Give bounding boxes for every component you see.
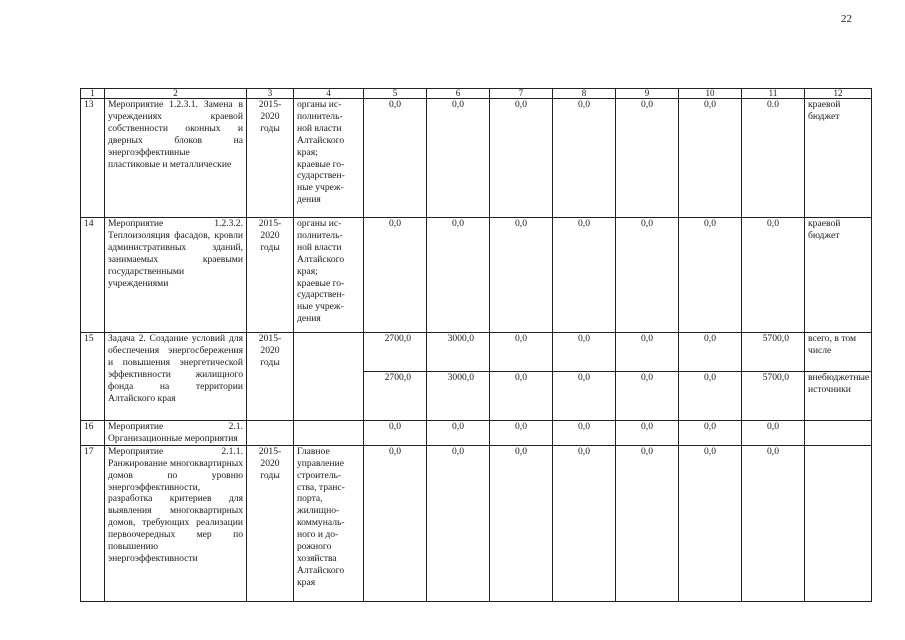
value-cell: 0,0 bbox=[490, 445, 553, 601]
executor-cell bbox=[294, 333, 364, 421]
column-number: 11 bbox=[742, 89, 805, 99]
value-cell: 3000,0 bbox=[427, 372, 490, 421]
implementation-years: 2015-2020 годы bbox=[247, 218, 294, 333]
value-cell: 0,0 bbox=[490, 218, 553, 333]
value-cell: 0,0 bbox=[427, 218, 490, 333]
value-cell: 0,0 bbox=[427, 99, 490, 218]
executor-line: коммуналь- bbox=[297, 517, 345, 529]
value-cell: 0,0 bbox=[679, 421, 742, 446]
value-cell: 0,0 bbox=[616, 372, 679, 421]
value-cell: 0,0 bbox=[427, 421, 490, 446]
column-number: 10 bbox=[679, 89, 742, 99]
executor-line: полнитель- bbox=[297, 110, 343, 122]
executor-line: Алтайского bbox=[297, 564, 345, 576]
value-cell: 0,0 bbox=[616, 445, 679, 601]
value-cell: 0,0 bbox=[553, 372, 616, 421]
executor-line: дения bbox=[297, 313, 321, 325]
page-number: 22 bbox=[841, 13, 852, 25]
executor-line: органы ис- bbox=[297, 218, 342, 229]
activity-name: Задача 2. Создание условий для обеспечения энергосбережения и повышения энергетической эффективности жилищного фонда на территории Алтайского края bbox=[105, 333, 247, 421]
funding-source: краевой бюджет bbox=[805, 99, 872, 218]
executor-line: ной власти bbox=[297, 122, 342, 134]
table-row bbox=[81, 333, 872, 372]
column-number: 1 bbox=[81, 89, 105, 99]
column-number: 5 bbox=[364, 89, 427, 99]
executor-line: края bbox=[297, 576, 316, 588]
funding-source: всего, в том числе bbox=[805, 333, 872, 372]
activity-name: Мероприятие 2.1. Организационные мероприятия bbox=[105, 421, 247, 446]
executor-line: жилищно- bbox=[297, 505, 340, 517]
value-cell: 0,0 bbox=[364, 421, 427, 446]
row-number: 13 bbox=[81, 99, 105, 218]
value-cell: 0,0 bbox=[679, 333, 742, 372]
column-number: 9 bbox=[616, 89, 679, 99]
value-cell: 5700,0 bbox=[742, 333, 805, 372]
value-cell: 0,0 bbox=[742, 421, 805, 446]
executor-line: Алтайского bbox=[297, 134, 345, 146]
executor-line: ные учреж- bbox=[297, 182, 344, 194]
table-row bbox=[81, 421, 872, 446]
funding-source: краевой бюджет bbox=[805, 218, 872, 333]
executor-line: ной власти bbox=[297, 241, 342, 253]
value-cell: 0,0 bbox=[679, 445, 742, 601]
column-number: 8 bbox=[553, 89, 616, 99]
table-row bbox=[81, 218, 872, 333]
implementation-years: 2015-2020 годы bbox=[247, 99, 294, 218]
value-cell: 0,0 bbox=[616, 421, 679, 446]
value-cell: 0,0 bbox=[490, 421, 553, 446]
executor-line: ные учреж- bbox=[297, 301, 344, 313]
value-cell: 0,0 bbox=[490, 99, 553, 218]
executor-line: сударствен- bbox=[297, 170, 345, 182]
value-cell: 0,0 bbox=[553, 333, 616, 372]
table-row bbox=[81, 445, 872, 601]
funding-source bbox=[805, 445, 872, 601]
value-cell: 2700,0 bbox=[364, 333, 427, 372]
value-cell: 0,0 bbox=[616, 218, 679, 333]
value-cell: 0,0 bbox=[742, 218, 805, 333]
executor-cell bbox=[294, 421, 364, 446]
activity-name: Мероприятие 1.2.3.2. Теплоизоляция фасадов, кровли административных зданий, занимаемых краевыми государственными учреждениями bbox=[105, 218, 247, 333]
executor-line: краевые го- bbox=[297, 158, 345, 170]
executor-line: порта, bbox=[297, 493, 323, 505]
value-cell: 0,0 bbox=[364, 99, 427, 218]
executor-line: края; bbox=[297, 265, 318, 277]
executor-line: рожного bbox=[297, 541, 332, 553]
column-number: 6 bbox=[427, 89, 490, 99]
activity-name: Мероприятие 1.2.3.1. Замена в учреждениях краевой собственности оконных и дверных блоков на энергоэффективные пластиковые и металлические bbox=[105, 99, 247, 218]
column-number: 4 bbox=[294, 89, 364, 99]
value-cell: 2700,0 bbox=[364, 372, 427, 421]
row-number: 15 bbox=[81, 333, 105, 421]
row-number: 16 bbox=[81, 421, 105, 446]
executor-line: строитель- bbox=[297, 469, 342, 481]
executor-line: хозяйства bbox=[297, 552, 337, 564]
executor-line: органы ис- bbox=[297, 99, 342, 110]
funding-source: внебюджетные источники bbox=[805, 372, 872, 421]
executor-cell bbox=[294, 99, 364, 218]
executor-line: краевые го- bbox=[297, 277, 345, 289]
value-cell: 0.0 bbox=[742, 99, 805, 218]
value-cell: 0,0 bbox=[742, 445, 805, 601]
implementation-years bbox=[247, 421, 294, 446]
funding-source bbox=[805, 421, 872, 446]
table-row bbox=[81, 99, 872, 218]
value-cell: 0,0 bbox=[364, 218, 427, 333]
value-cell: 3000,0 bbox=[427, 333, 490, 372]
value-cell: 5700,0 bbox=[742, 372, 805, 421]
activity-name: Мероприятие 2.1.1. Ранжирование многоквартирных домов по уровню энергоэффективности, разработка критериев для выявления многоквартирных домов, требующих реализации первоочередных мер по повышению энергоэффективности bbox=[105, 445, 247, 601]
value-cell: 0,0 bbox=[427, 445, 490, 601]
executor-line: сударствен- bbox=[297, 289, 345, 301]
program-activities-table bbox=[80, 88, 872, 602]
executor-line: полнитель- bbox=[297, 229, 343, 241]
value-cell: 0,0 bbox=[679, 372, 742, 421]
executor-line: ства, транс- bbox=[297, 481, 345, 493]
row-number: 14 bbox=[81, 218, 105, 333]
value-cell: 0,0 bbox=[490, 372, 553, 421]
executor-cell bbox=[294, 445, 364, 601]
implementation-years: 2015-2020 годы bbox=[247, 445, 294, 601]
row-number: 17 bbox=[81, 445, 105, 601]
value-cell: 0,0 bbox=[616, 333, 679, 372]
value-cell: 0,0 bbox=[616, 99, 679, 218]
value-cell: 0,0 bbox=[679, 99, 742, 218]
column-number: 3 bbox=[247, 89, 294, 99]
column-number: 2 bbox=[105, 89, 247, 99]
executor-cell bbox=[294, 218, 364, 333]
value-cell: 0,0 bbox=[490, 333, 553, 372]
executor-line: Главное bbox=[297, 445, 330, 457]
column-number: 12 bbox=[805, 89, 872, 99]
executor-line: ного и до- bbox=[297, 529, 339, 541]
executor-line: края; bbox=[297, 146, 318, 158]
value-cell: 0,0 bbox=[553, 445, 616, 601]
column-numbers-row bbox=[81, 89, 872, 99]
value-cell: 0,0 bbox=[553, 99, 616, 218]
value-cell: 0,0 bbox=[364, 445, 427, 601]
executor-line: Алтайского bbox=[297, 253, 345, 265]
value-cell: 0,0 bbox=[553, 421, 616, 446]
executor-line: дения bbox=[297, 194, 321, 206]
value-cell: 0,0 bbox=[553, 218, 616, 333]
value-cell: 0,0 bbox=[679, 218, 742, 333]
implementation-years: 2015-2020 годы bbox=[247, 333, 294, 421]
column-number: 7 bbox=[490, 89, 553, 99]
executor-line: управление bbox=[297, 457, 344, 469]
